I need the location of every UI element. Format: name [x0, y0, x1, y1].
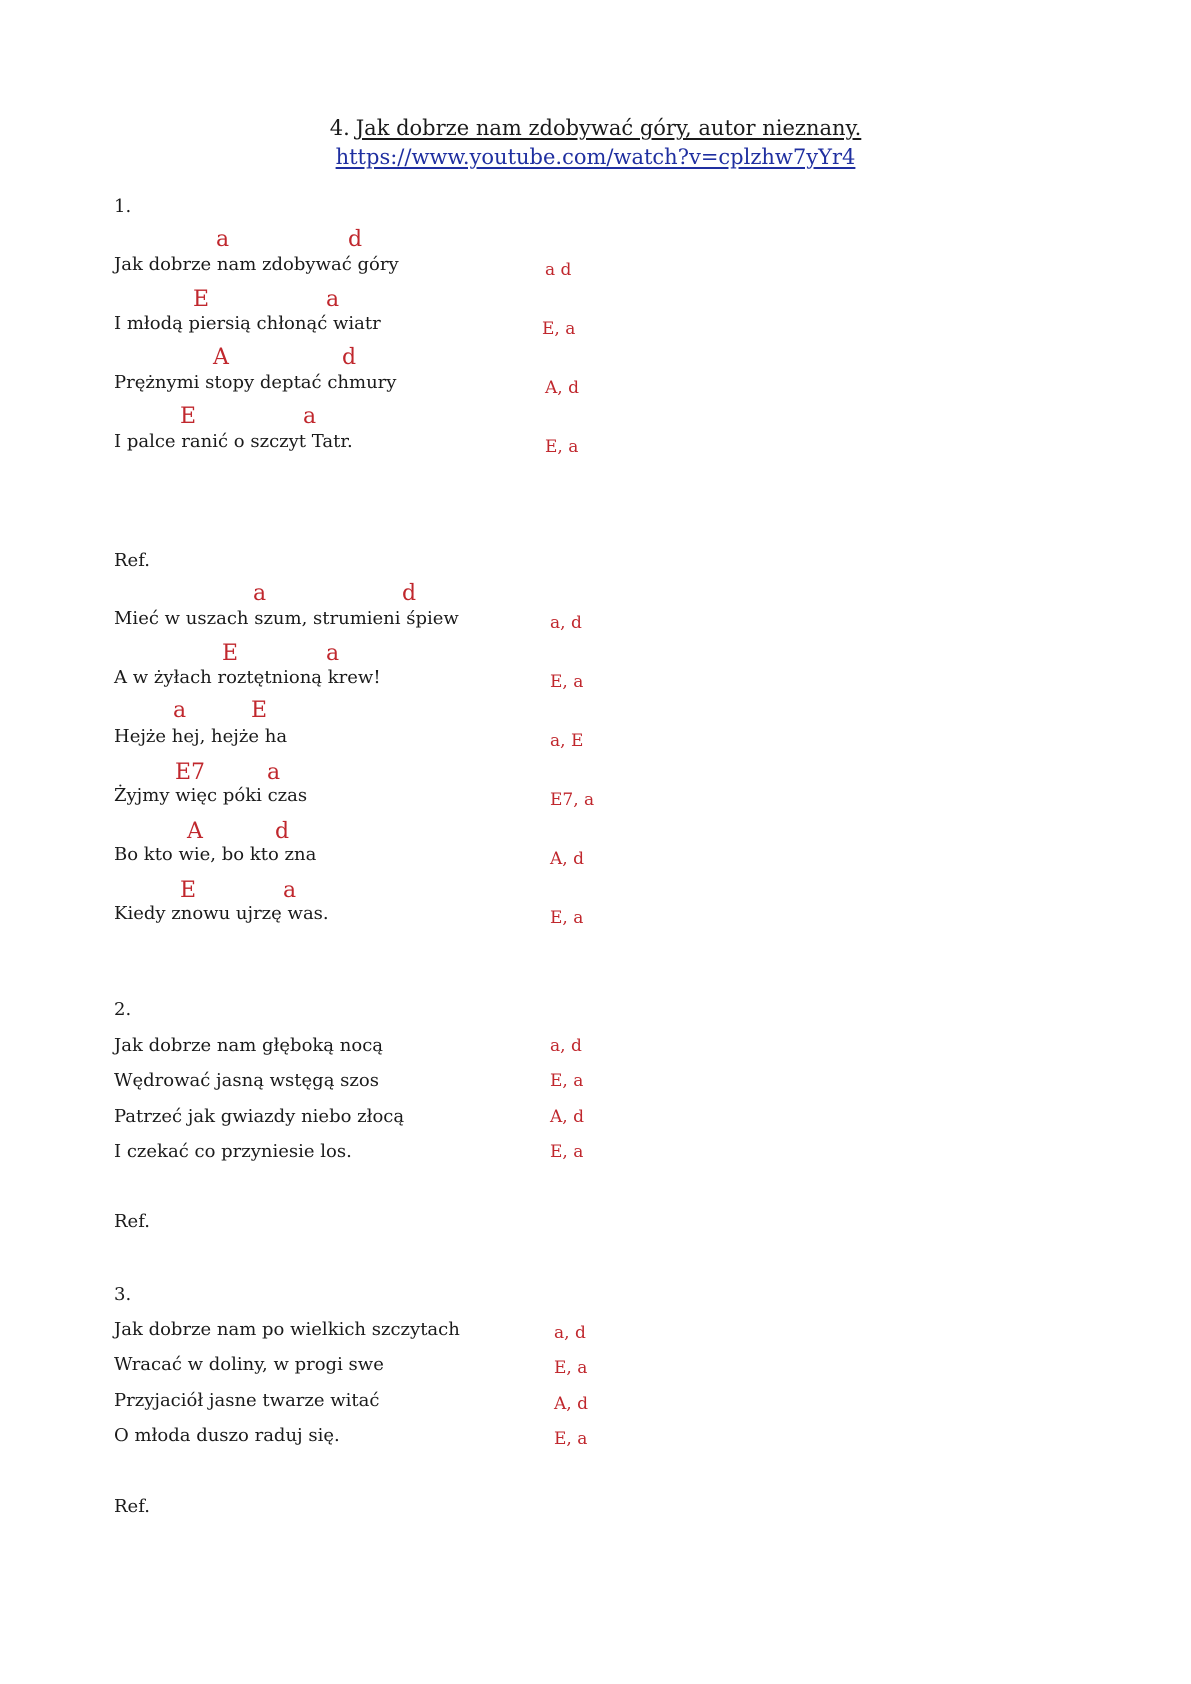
- lyric-line: Jak dobrze nam po wielkich szczytach: [114, 1319, 460, 1340]
- song-title-text: Jak dobrze nam zdobywać góry, autor nieznany.: [355, 116, 862, 140]
- refrain-label: Ref.: [114, 1211, 150, 1232]
- side-chords: a, d: [550, 613, 582, 633]
- chord: a: [303, 404, 317, 429]
- lyric-line: Mieć w uszach szum, strumieni śpiew: [114, 608, 459, 629]
- chord: a: [216, 227, 230, 252]
- chord: d: [402, 581, 417, 606]
- lyric-line: A w żyłach roztętnioną krew!: [114, 667, 381, 688]
- side-chords: E7, a: [550, 790, 595, 810]
- side-chords: A, d: [545, 378, 579, 398]
- side-chords: E, a: [550, 1142, 584, 1162]
- lyric-line: Kiedy znowu ujrzę was.: [114, 903, 329, 924]
- chord: A: [187, 819, 203, 844]
- chord: a: [326, 287, 340, 312]
- side-chords: A, d: [550, 849, 584, 869]
- lyric-line: Jak dobrze nam głęboką nocą: [114, 1035, 384, 1056]
- side-chords: a d: [545, 260, 572, 280]
- lyric-line: O młoda duszo raduj się.: [114, 1425, 340, 1446]
- side-chords: E, a: [542, 319, 576, 339]
- chord: a: [326, 641, 340, 666]
- lyric-line: Jak dobrze nam zdobywać góry: [114, 254, 399, 275]
- side-chords: E, a: [554, 1358, 588, 1378]
- lyric-line: Przyjaciół jasne twarze witać: [114, 1390, 380, 1411]
- lyric-line: Żyjmy więc póki czas: [114, 785, 308, 806]
- side-chords: E, a: [550, 672, 584, 692]
- side-chords: a, E: [550, 731, 584, 751]
- lyric-line: Bo kto wie, bo kto zna: [114, 844, 317, 865]
- lyric-line: Patrzeć jak gwiazdy niebo złocą: [114, 1106, 405, 1127]
- side-chords: a, d: [550, 1036, 582, 1056]
- lyric-line: I palce ranić o szczyt Tatr.: [114, 431, 353, 452]
- verse-2-label: 2.: [114, 999, 132, 1020]
- refrain-label: Ref.: [114, 550, 150, 571]
- side-chords: a, d: [554, 1323, 586, 1343]
- chord: a: [283, 878, 297, 903]
- side-chords: E, a: [550, 1071, 584, 1091]
- youtube-link[interactable]: https://www.youtube.com/watch?v=cplzhw7yYr4: [335, 145, 856, 169]
- lyric-line: Wędrować jasną wstęgą szos: [114, 1070, 379, 1091]
- lyric-line: Prężnymi stopy deptać chmury: [114, 372, 397, 393]
- chord: a: [173, 698, 187, 723]
- chord: E: [222, 641, 239, 666]
- side-chords: A, d: [554, 1394, 588, 1414]
- chord: E: [180, 404, 197, 429]
- chord: a: [253, 581, 267, 606]
- chord: d: [342, 345, 357, 370]
- refrain-label: Ref.: [114, 1496, 150, 1517]
- chord: A: [213, 345, 229, 370]
- lyric-line: Hejże hej, hejże ha: [114, 726, 288, 747]
- side-chords: E, a: [554, 1429, 588, 1449]
- chord: E7: [175, 760, 206, 785]
- lyric-line: I młodą piersią chłonąć wiatr: [114, 313, 381, 334]
- song-number: 4.: [329, 116, 350, 140]
- chord: d: [275, 819, 290, 844]
- chord: E: [193, 287, 210, 312]
- side-chords: E, a: [550, 908, 584, 928]
- chord: E: [251, 698, 268, 723]
- chord: d: [348, 227, 363, 252]
- lyric-line: I czekać co przyniesie los.: [114, 1141, 352, 1162]
- verse-3-label: 3.: [114, 1284, 132, 1305]
- chord: E: [180, 878, 197, 903]
- side-chords: A, d: [550, 1107, 584, 1127]
- verse-1-label: 1.: [114, 196, 132, 217]
- lyric-line: Wracać w doliny, w progi swe: [114, 1354, 384, 1375]
- chord: a: [267, 760, 281, 785]
- song-title: [0, 114, 1191, 142]
- side-chords: E, a: [545, 437, 579, 457]
